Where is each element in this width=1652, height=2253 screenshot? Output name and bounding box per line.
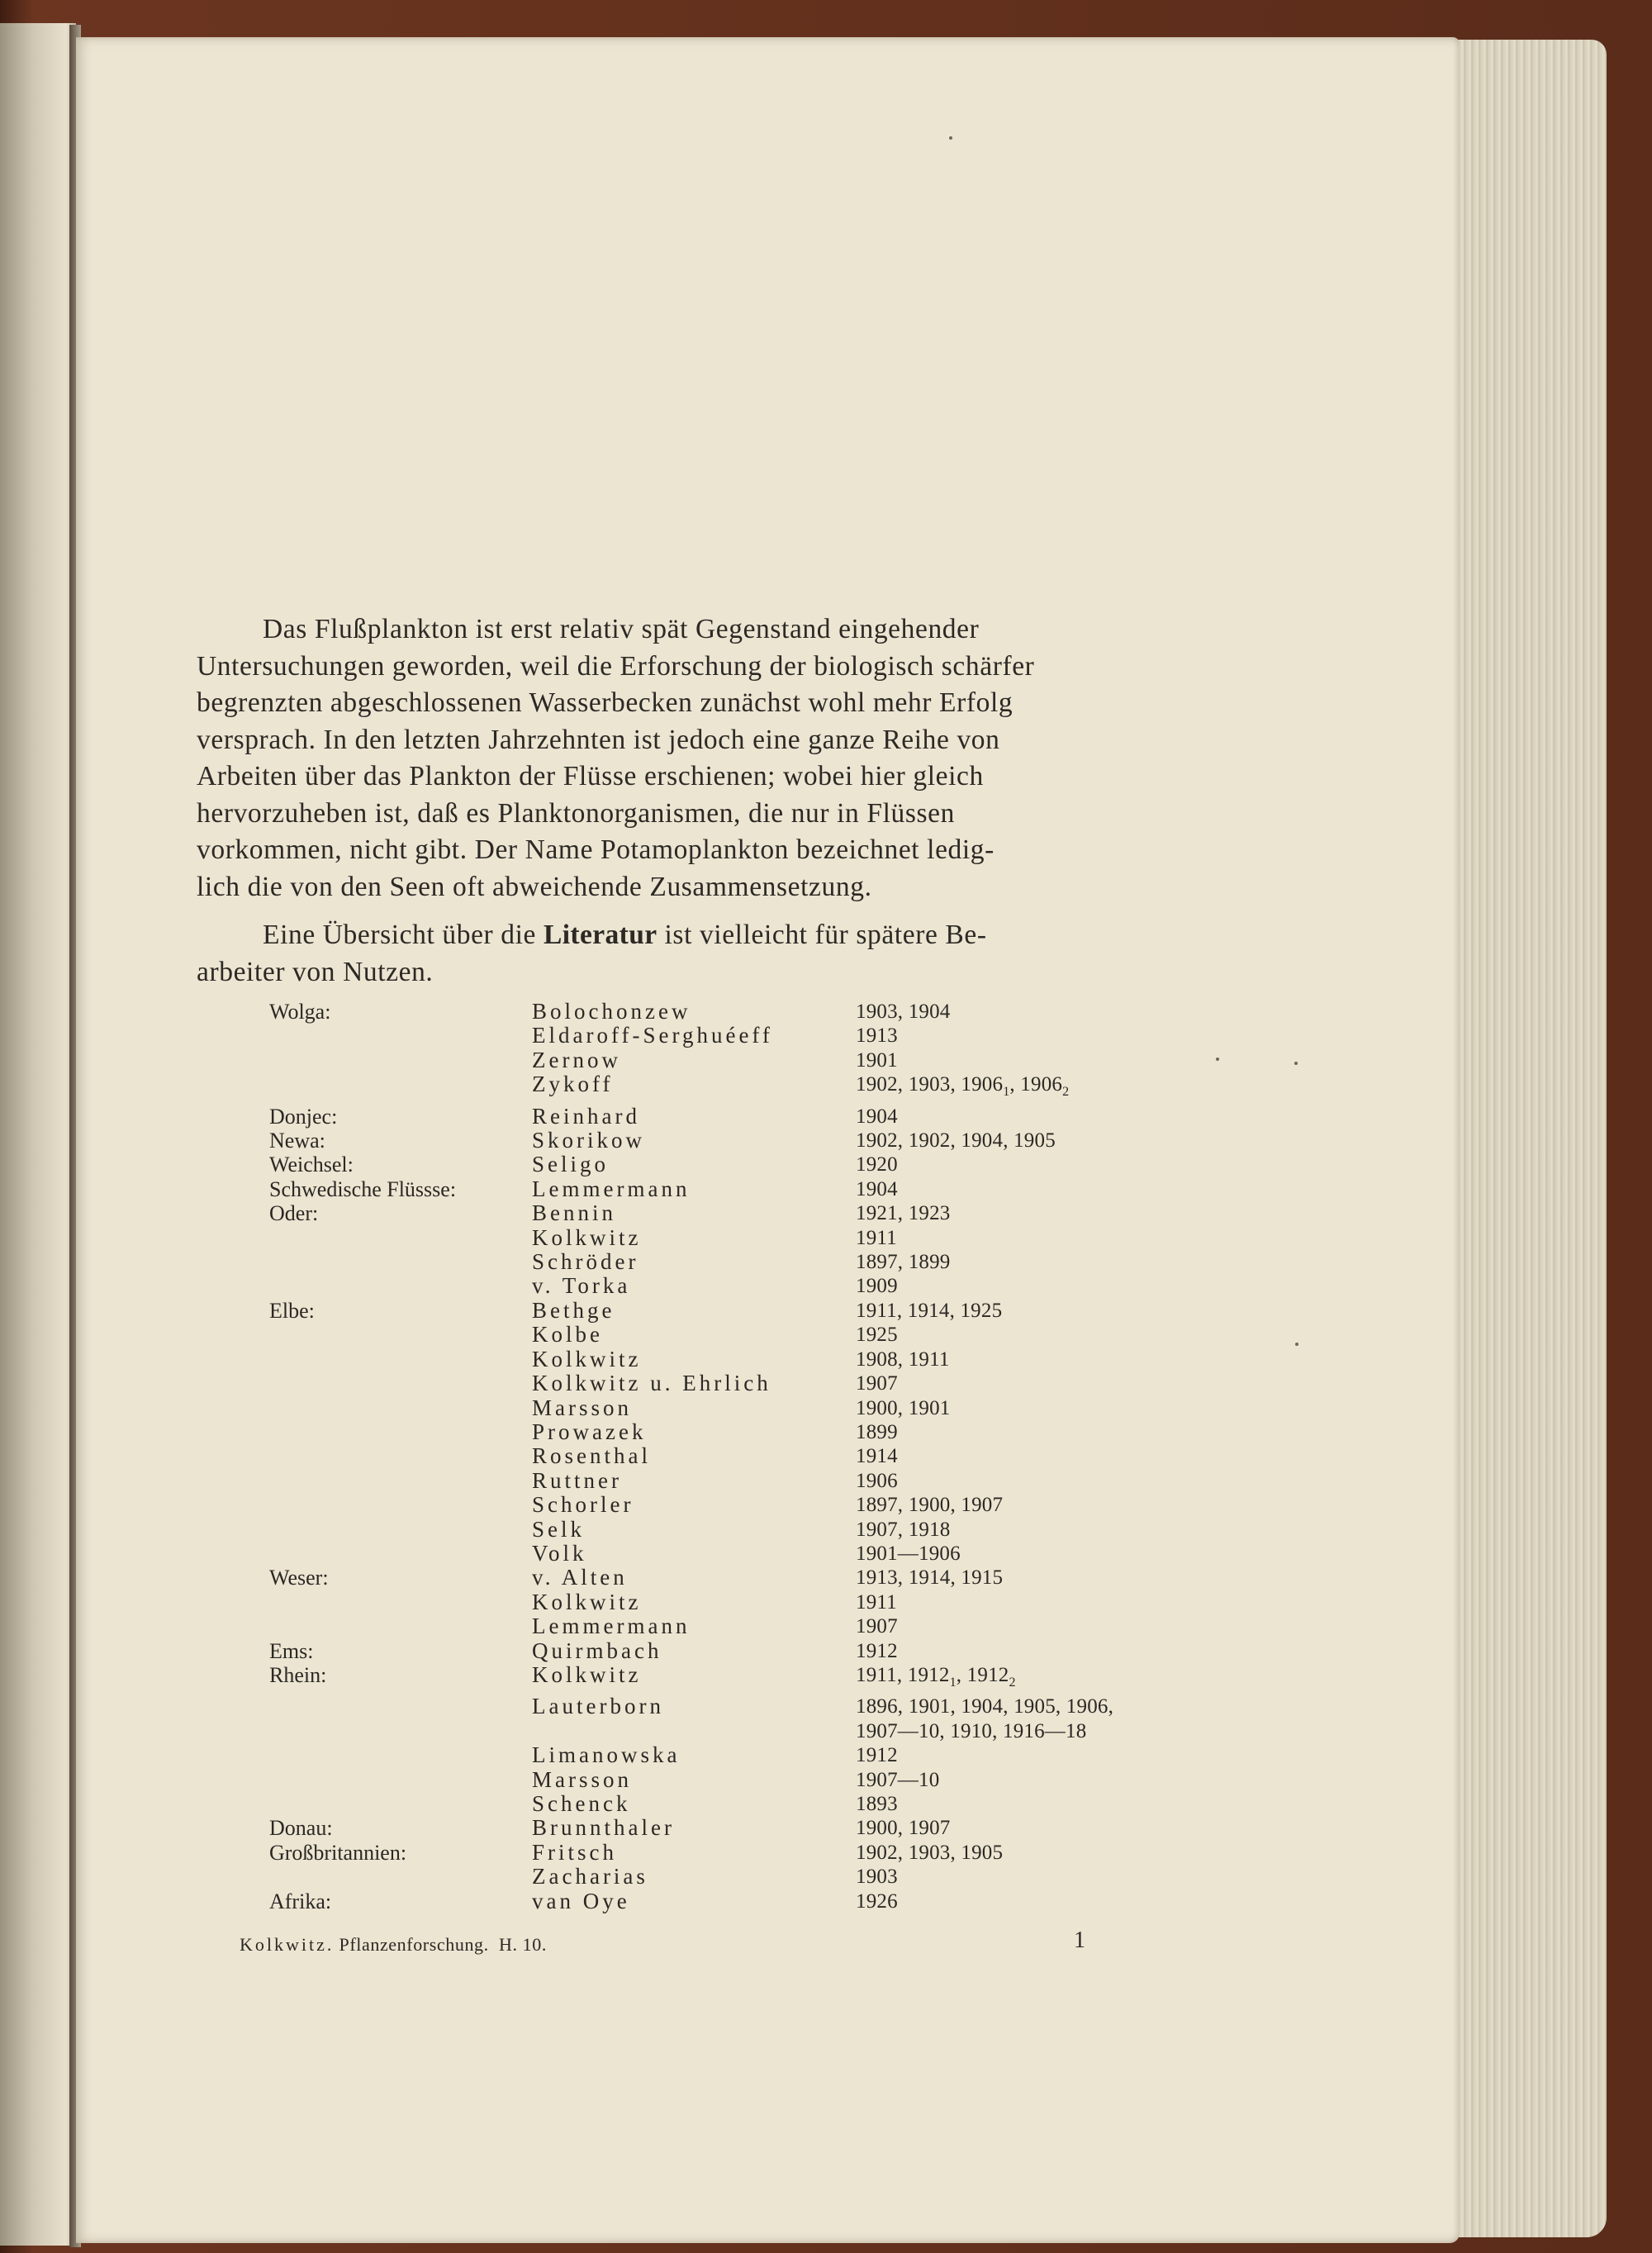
stacked-page-edges (1437, 40, 1607, 2237)
literature-row (269, 1250, 1219, 1274)
publication-years (856, 1072, 1219, 1104)
literature-row (269, 1542, 1219, 1566)
author-name: Zacharias (532, 1864, 648, 1889)
author-name: Kolkwitz (532, 1224, 642, 1250)
paper-speck (949, 136, 952, 140)
river-name: Rhein: (269, 1662, 327, 1687)
publication-years: 1907 (856, 1372, 898, 1395)
paper-speck (1295, 1343, 1298, 1346)
publication-years: 1912 (856, 1639, 898, 1662)
publication-years: 1893 (856, 1793, 898, 1815)
author-name: Quirmbach (532, 1637, 662, 1663)
publication-years: 1908, 1911 (856, 1348, 950, 1371)
footer-series: Pflanzenforschung. (339, 1934, 489, 1955)
intro-line: Arbeiten über das Plankton der Flüsse erschienen; wobei hier gleich (197, 761, 984, 791)
river-name (269, 1348, 532, 1371)
author-name: Lemmermann (532, 1176, 691, 1201)
publication-years: 1904 (856, 1177, 898, 1200)
publication-years: 1907, 1918 (856, 1518, 951, 1541)
river-name (269, 1865, 532, 1889)
years-subscript: 1 (949, 1675, 957, 1690)
author-name: Schröder (532, 1249, 639, 1275)
page-footer (240, 1927, 1099, 1961)
literature-table (269, 1000, 1219, 1913)
intro-line: lich die von den Seen oft abweichende Zusammensetzung. (197, 871, 872, 902)
author-name: Volk (532, 1540, 587, 1566)
river-name: Ems: (269, 1638, 314, 1663)
publication-years: 1902, 1903, 1905 (856, 1841, 1004, 1864)
years-text: , 1912 (956, 1663, 1009, 1686)
publication-years: 1907—10, 1910, 1916—18 (856, 1719, 1087, 1742)
literature-row (269, 1274, 1219, 1298)
literature-row (269, 1792, 1219, 1816)
years-text: 1902, 1903, 1906 (856, 1073, 1004, 1096)
footer-author: Kolkwitz. (240, 1934, 335, 1955)
publication-years: 1901 (856, 1048, 898, 1072)
river-name (269, 1719, 532, 1743)
author-name: Bolochonzew (532, 999, 691, 1024)
literature-row (269, 1000, 1219, 1024)
author-name: Reinhard (532, 1103, 640, 1129)
publication-years: 1911, 1914, 1925 (856, 1299, 1003, 1322)
publication-years: 1914 (856, 1445, 898, 1468)
intro-line: versprach. In den letzten Jahrzehnten ist jedoch eine ganze Reihe von (197, 724, 1000, 755)
literature-row (269, 1371, 1219, 1395)
literature-row (269, 1768, 1219, 1792)
page-number: 1 (1074, 1927, 1085, 1953)
river-name (269, 1250, 532, 1274)
body-text (197, 611, 1181, 991)
author-name: Zernow (532, 1047, 621, 1072)
author-name: v. Torka (532, 1273, 631, 1299)
river-name (269, 1469, 532, 1493)
author-name: Selk (532, 1516, 586, 1542)
publication-years: 1896, 1901, 1904, 1905, 1906, (856, 1695, 1114, 1718)
intro-paragraph (197, 611, 1181, 905)
left-page-edge (0, 23, 76, 2246)
publication-years: 1907—10 (856, 1768, 940, 1791)
literature-row (269, 1072, 1219, 1104)
author-name: Kolkwitz u. Ehrlich (532, 1371, 771, 1396)
author-name: v. Alten (532, 1565, 628, 1590)
publication-years: 1912 (856, 1744, 898, 1767)
river-name (269, 1493, 532, 1517)
river-name: Elbe: (269, 1298, 315, 1323)
river-name (269, 1396, 532, 1420)
literature-row (269, 1201, 1219, 1225)
literature-row (269, 1420, 1219, 1444)
author-name (532, 1719, 856, 1743)
river-name: Wolga: (269, 1000, 331, 1024)
author-name: Bennin (532, 1200, 616, 1226)
river-name (269, 1371, 532, 1395)
publication-years: 1925 (856, 1324, 898, 1347)
literature-row (269, 1719, 1219, 1743)
literature-row (269, 1226, 1219, 1250)
literature-row (269, 1177, 1219, 1201)
footer-imprint (240, 1934, 547, 1956)
author-name: Kolkwitz (532, 1589, 642, 1614)
author-name: Brunnthaler (532, 1815, 675, 1841)
river-name (269, 1614, 532, 1638)
literature-row (269, 1348, 1219, 1371)
literature-row (269, 1129, 1219, 1153)
river-name: Schwedische Flüssse: (269, 1176, 457, 1201)
literature-intro-text-end: ist vielleicht für spätere Be- (657, 920, 987, 950)
literature-row (269, 1816, 1219, 1840)
literature-row (269, 1105, 1219, 1129)
author-name: Seligo (532, 1152, 610, 1177)
literature-keyword: Literatur (543, 920, 657, 950)
literature-row (269, 1153, 1219, 1176)
publication-years: 1926 (856, 1889, 898, 1913)
publication-years: 1913 (856, 1024, 898, 1048)
years-subscript: 2 (1062, 1085, 1070, 1100)
publication-years: 1906 (856, 1469, 898, 1492)
literature-row (269, 1695, 1219, 1718)
river-name: Weser: (269, 1566, 329, 1590)
literature-row (269, 1566, 1219, 1590)
publication-years: 1913, 1914, 1915 (856, 1566, 1004, 1590)
river-name: Weichsel: (269, 1153, 354, 1177)
literature-row (269, 1614, 1219, 1638)
river-name (269, 1323, 532, 1347)
literature-row (269, 1024, 1219, 1048)
intro-line: hervorzuheben ist, daß es Planktonorganismen, die nur in Flüssen (197, 797, 955, 829)
literature-row (269, 1444, 1219, 1468)
author-name: Schenck (532, 1791, 631, 1816)
paper-speck (1294, 1062, 1298, 1065)
literature-table-body (269, 1000, 1219, 1913)
literature-row (269, 1299, 1219, 1323)
river-name (269, 1542, 532, 1566)
publication-years: 1900, 1907 (856, 1817, 951, 1840)
author-name: Bethge (532, 1297, 615, 1323)
years-text: , 1906 (1009, 1073, 1063, 1096)
publication-years: 1903, 1904 (856, 1001, 951, 1023)
publication-years: 1902, 1902, 1904, 1905 (856, 1129, 1056, 1153)
author-name: Marsson (532, 1395, 632, 1420)
river-name (269, 1695, 532, 1718)
publication-years: 1903 (856, 1866, 898, 1889)
author-name: Schorler (532, 1492, 634, 1518)
literature-row (269, 1841, 1219, 1865)
intro-line: begrenzten abgeschlossenen Wasserbecken zunächst wohl mehr Erfolg (197, 687, 1014, 718)
publication-years: 1901—1906 (856, 1542, 961, 1565)
years-text: 1911, 1912 (856, 1663, 950, 1686)
river-name (269, 1048, 532, 1072)
author-name: Limanowska (532, 1742, 681, 1768)
river-name: Donjec: (269, 1104, 338, 1129)
publication-years: 1907 (856, 1615, 898, 1638)
author-name: Marsson (532, 1766, 632, 1792)
intro-line: Untersuchungen geworden, weil die Erforschung der biologisch schärfer (197, 650, 1035, 682)
literature-row (269, 1048, 1219, 1072)
publication-years: 1920 (856, 1153, 898, 1176)
river-name (269, 1072, 532, 1104)
literature-row (269, 1323, 1219, 1347)
literature-row (269, 1663, 1219, 1695)
literature-intro-paragraph (197, 917, 1181, 991)
publication-years: 1897, 1899 (856, 1251, 951, 1274)
years-subscript: 1 (1003, 1085, 1010, 1100)
river-name: Afrika: (269, 1889, 332, 1913)
river-name (269, 1420, 532, 1444)
author-name: Kolkwitz (532, 1661, 642, 1687)
publication-years: 1911 (856, 1590, 897, 1614)
publication-years (856, 1663, 1219, 1695)
intro-line: Das Flußplankton ist erst relativ spät Gegenstand eingehender (263, 614, 980, 644)
publication-years: 1909 (856, 1275, 898, 1298)
literature-row (269, 1865, 1219, 1889)
publication-years: 1899 (856, 1420, 898, 1443)
author-name: Fritsch (532, 1839, 618, 1865)
river-name (269, 1444, 532, 1468)
literature-row (269, 1743, 1219, 1767)
author-name: Zykoff (532, 1072, 614, 1097)
publication-years: 1921, 1923 (856, 1202, 951, 1225)
river-name (269, 1590, 532, 1614)
author-name: Prowazek (532, 1419, 647, 1444)
river-name (269, 1024, 532, 1048)
author-name: Skorikow (532, 1128, 646, 1153)
author-name: Kolbe (532, 1322, 603, 1348)
literature-row (269, 1518, 1219, 1542)
years-subscript: 2 (1009, 1675, 1016, 1690)
literature-row (269, 1889, 1219, 1913)
author-name: van Oye (532, 1888, 630, 1913)
river-name: Großbritannien: (269, 1840, 407, 1865)
river-name (269, 1274, 532, 1298)
author-name: Lemmermann (532, 1614, 691, 1639)
publication-years: 1897, 1900, 1907 (856, 1494, 1004, 1517)
author-name: Eldaroff-Serghuéeff (532, 1023, 773, 1048)
literature-row (269, 1639, 1219, 1663)
river-name (269, 1743, 532, 1767)
literature-row (269, 1493, 1219, 1517)
river-name: Donau: (269, 1816, 333, 1841)
river-name (269, 1518, 532, 1542)
publication-years: 1900, 1901 (856, 1396, 951, 1419)
river-name: Newa: (269, 1129, 325, 1153)
author-name: Rosenthal (532, 1443, 651, 1469)
literature-intro-text: Eine Übersicht über die (263, 920, 544, 950)
footer-issue: H. 10. (498, 1934, 547, 1955)
author-name: Kolkwitz (532, 1346, 642, 1371)
river-name (269, 1768, 532, 1792)
river-name (269, 1792, 532, 1816)
river-name: Oder: (269, 1201, 319, 1226)
literature-intro-line-2: arbeiter von Nutzen. (197, 956, 434, 987)
author-name: Ruttner (532, 1467, 622, 1493)
river-name (269, 1226, 532, 1250)
intro-line: vorkommen, nicht gibt. Der Name Potamoplankton bezeichnet ledig- (197, 834, 995, 865)
literature-row (269, 1590, 1219, 1614)
publication-years: 1911 (856, 1226, 897, 1249)
publication-years: 1904 (856, 1105, 898, 1128)
literature-row (269, 1469, 1219, 1493)
author-name: Lauterborn (532, 1694, 664, 1719)
literature-row (269, 1396, 1219, 1420)
